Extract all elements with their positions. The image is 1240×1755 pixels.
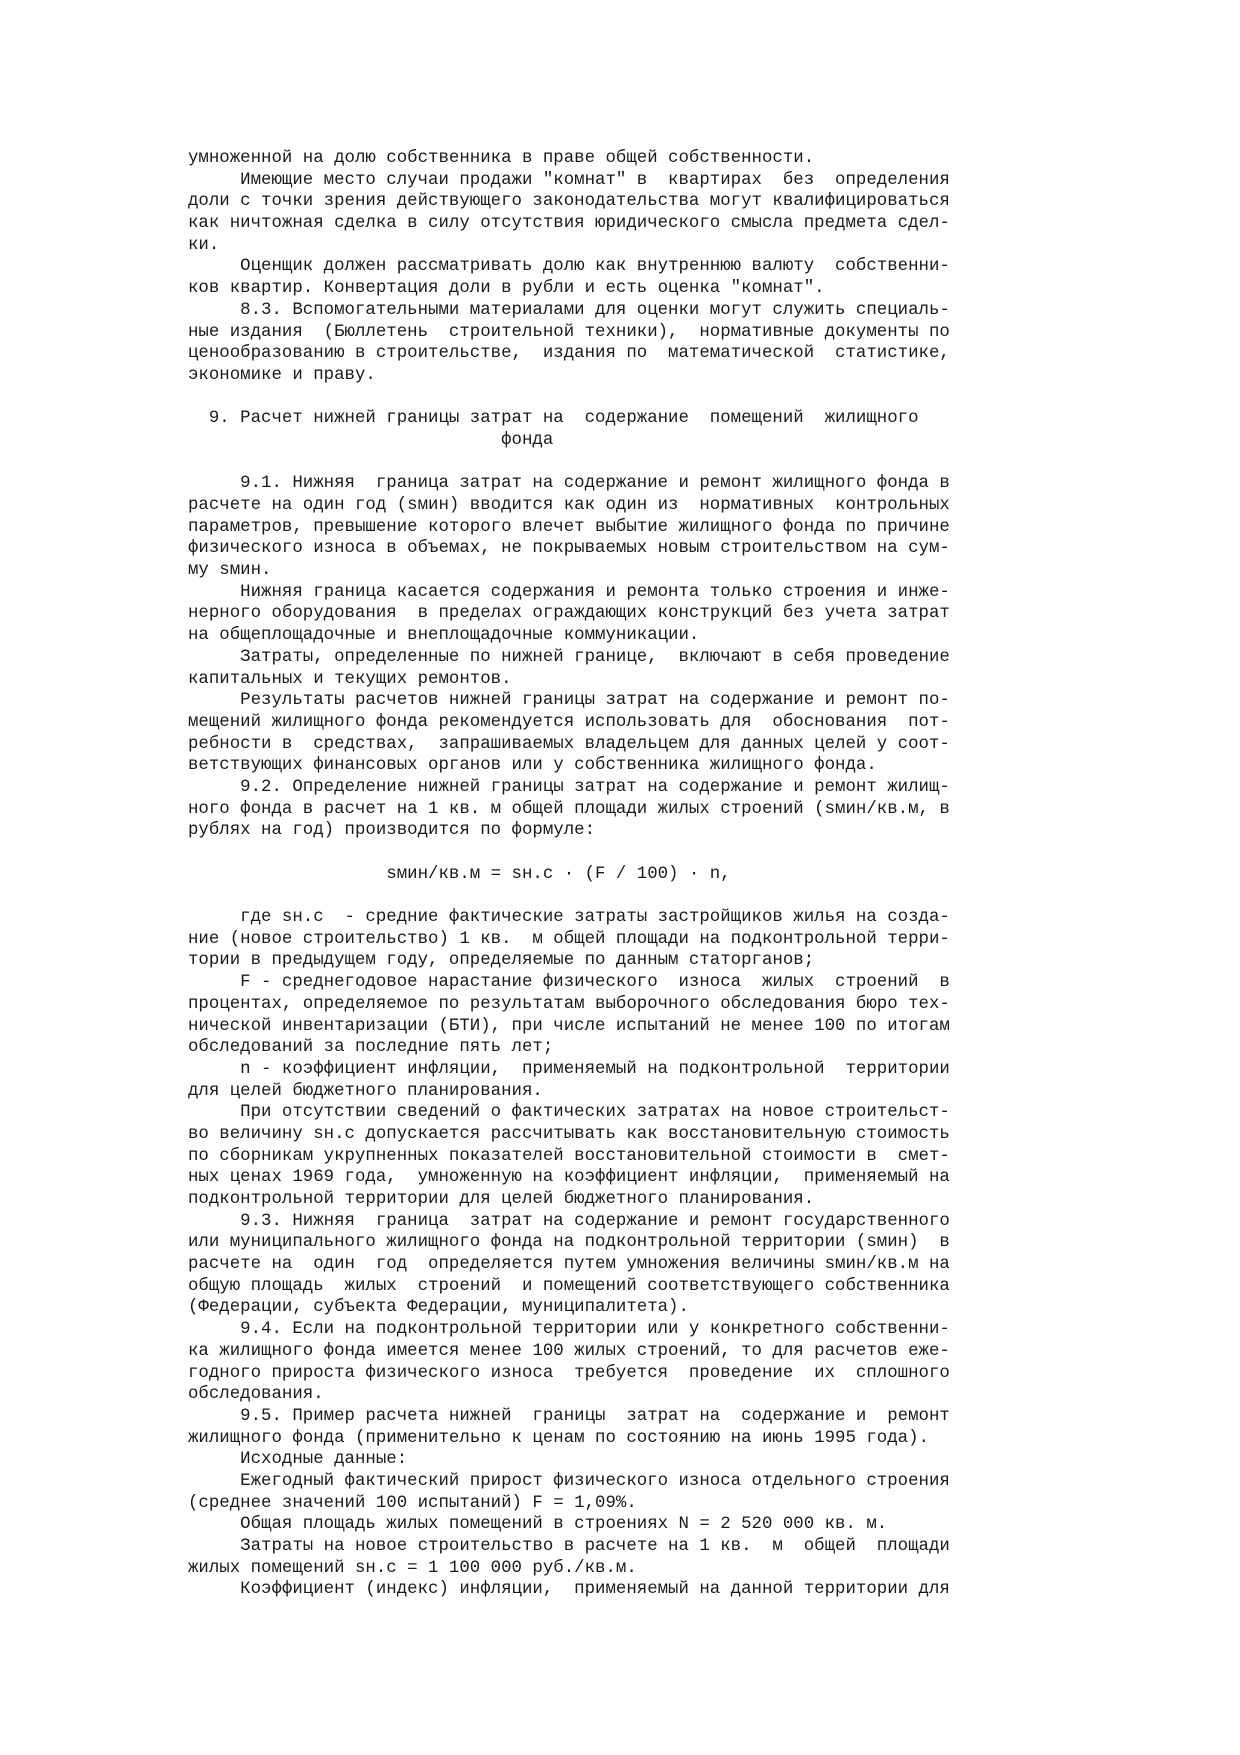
text-line: 9.5. Пример расчета нижней границы затрат на содержание и ремонт: [188, 1406, 950, 1426]
text-line: параметров, превышение которого влечет выбытие жилищного фонда по причине: [188, 517, 950, 537]
text-line: процентах, определяемое по результатам выборочного обследования бюро тех-: [188, 994, 950, 1014]
text-line: нерного оборудования в пределах ограждающих конструкций без учета затрат: [188, 604, 950, 624]
text-line: доли с точки зрения действующего законодательства могут квалифицироваться: [188, 192, 950, 212]
text-line: Нижняя граница касается содержания и ремонта только строения и инже-: [188, 582, 950, 602]
text-line: n - коэффициент инфляции, применяемый на подконтрольной территории: [188, 1059, 950, 1079]
text-line: рублях на год) производится по формуле:: [188, 821, 596, 841]
text-line: нической инвентаризации (БТИ), при числе испытаний не менее 100 по итогам: [188, 1016, 950, 1036]
text-line: обследования.: [188, 1385, 324, 1405]
blank-line: [188, 387, 1068, 409]
text-line: годного прироста физического износа требуется проведение их сплошного: [188, 1363, 950, 1383]
text-line: 9.4. Если на подконтрольной территории или у конкретного собственни-: [188, 1320, 950, 1340]
text-line: жилых помещений sн.с = 1 100 000 руб./кв.м.: [188, 1558, 637, 1578]
text-line: как ничтожная сделка в силу отсутствия юридического смысла предмета сдел-: [188, 214, 950, 234]
text-line: обследований за последние пять лет;: [188, 1038, 554, 1058]
text-line: для целей бюджетного планирования.: [188, 1081, 543, 1101]
text-line: 9.2. Определение нижней границы затрат на содержание и ремонт жилищ-: [188, 777, 950, 797]
text-line: мещений жилищного фонда рекомендуется использовать для обоснования пот-: [188, 712, 950, 732]
text-line: Имеющие место случаи продажи "комнат" в квартирах без определения: [188, 170, 950, 190]
text-line: тории в предыдущем году, определяемые по данным статорганов;: [188, 951, 815, 971]
text-line: ки.: [188, 235, 220, 255]
text-line: по сборникам укрупненных показателей восстановительной стоимости в смет-: [188, 1146, 950, 1166]
blank-line: [188, 885, 1068, 907]
text-line: Ежегодный фактический прирост физического износа отдельного строения: [188, 1471, 950, 1491]
text-line: Общая площадь жилых помещений в строениях N = 2 520 000 кв. м.: [188, 1515, 888, 1535]
text-line: на общеплощадочные и внеплощадочные коммуникации.: [188, 626, 700, 646]
text-line: или муниципального жилищного фонда на подконтрольной территории (sмин) в: [188, 1233, 950, 1253]
text-line: во величину sн.с допускается рассчитывать как восстановительную стоимость: [188, 1124, 950, 1144]
text-line: 9.3. Нижняя граница затрат на содержание и ремонт государственного: [188, 1211, 950, 1231]
document-page: [188, 148, 1068, 1601]
text-line: общую площадь жилых строений и помещений соответствующего собственника: [188, 1276, 950, 1296]
text-line: му sмин.: [188, 561, 272, 581]
text-line: жилищного фонда (применительно к ценам по состоянию на июнь 1995 года).: [188, 1428, 929, 1448]
text-line: где sн.с - средние фактические затраты застройщиков жилья на созда-: [188, 908, 950, 928]
text-line: ного фонда в расчет на 1 кв. м общей площади жилых строений (sмин/кв.м, в: [188, 799, 950, 819]
text-line: Результаты расчетов нижней границы затрат на содержание и ремонт по-: [188, 691, 950, 711]
text-line: физического износа в объемах, не покрываемых новым строительством на сум-: [188, 539, 950, 559]
text-line: 9. Расчет нижней границы затрат на содержание помещений жилищного: [188, 409, 919, 429]
blank-line: [188, 842, 1068, 864]
text-line: ные издания (Бюллетень строительной техники), нормативные документы по: [188, 322, 950, 342]
text-line: ребности в средствах, запрашиваемых владельцем для данных целей у соот-: [188, 734, 950, 754]
text-line: 8.3. Вспомогательными материалами для оценки могут служить специаль-: [188, 300, 950, 320]
text-line: Оценщик должен рассматривать долю как внутреннюю валюту собственни-: [188, 257, 950, 277]
text-line: подконтрольной территории для целей бюджетного планирования.: [188, 1190, 815, 1209]
text-line: фонда: [188, 430, 554, 450]
text-line: (среднее значений 100 испытаний) F = 1,09%.: [188, 1493, 637, 1513]
text-line: расчете на один год определяется путем умножения величины sмин/кв.м на: [188, 1255, 950, 1275]
text-line: ных ценах 1969 года, умноженную на коэффициент инфляции, применяемый на: [188, 1168, 950, 1188]
blank-line: [188, 452, 1068, 474]
text-line: умноженной на долю собственника в праве общей собственности.: [188, 149, 815, 168]
text-line: ветствующих финансовых органов или у собственника жилищного фонда.: [188, 756, 877, 776]
text-line: Затраты на новое строительство в расчете на 1 кв. м общей площади: [188, 1537, 950, 1556]
text-line: расчете на один год (sмин) вводится как один из нормативных контрольных: [188, 496, 950, 515]
text-line: ние (новое строительство) 1 кв. м общей площади на подконтрольной терри-: [188, 929, 950, 949]
text-line: Коэффициент (индекс) инфляции, применяемый на данной территории для: [188, 1580, 950, 1600]
text-line: sмин/кв.м = sн.с · (F / 100) · n,: [188, 864, 731, 884]
text-line: ка жилищного фонда имеется менее 100 жилых строений, то для расчетов еже-: [188, 1341, 950, 1361]
text-line: ценообразованию в строительстве, издания по математической статистике,: [188, 344, 950, 364]
text-line: 9.1. Нижняя граница затрат на содержание и ремонт жилищного фонда в: [188, 474, 950, 494]
text-line: Исходные данные:: [188, 1450, 408, 1470]
text-line: капитальных и текущих ремонтов.: [188, 669, 512, 689]
text-line: F - среднегодовое нарастание физического износа жилых строений в: [188, 973, 950, 993]
text-line: Затраты, определенные по нижней границе, включают в себя проведение: [188, 647, 950, 667]
text-line: (Федерации, субъекта Федерации, муниципалитета).: [188, 1298, 689, 1318]
text-line: ков квартир. Конвертация доли в рубли и есть оценка "комнат".: [188, 279, 825, 299]
text-line: экономике и праву.: [188, 365, 376, 385]
text-line: При отсутствии сведений о фактических затратах на новое строительст-: [188, 1103, 950, 1123]
